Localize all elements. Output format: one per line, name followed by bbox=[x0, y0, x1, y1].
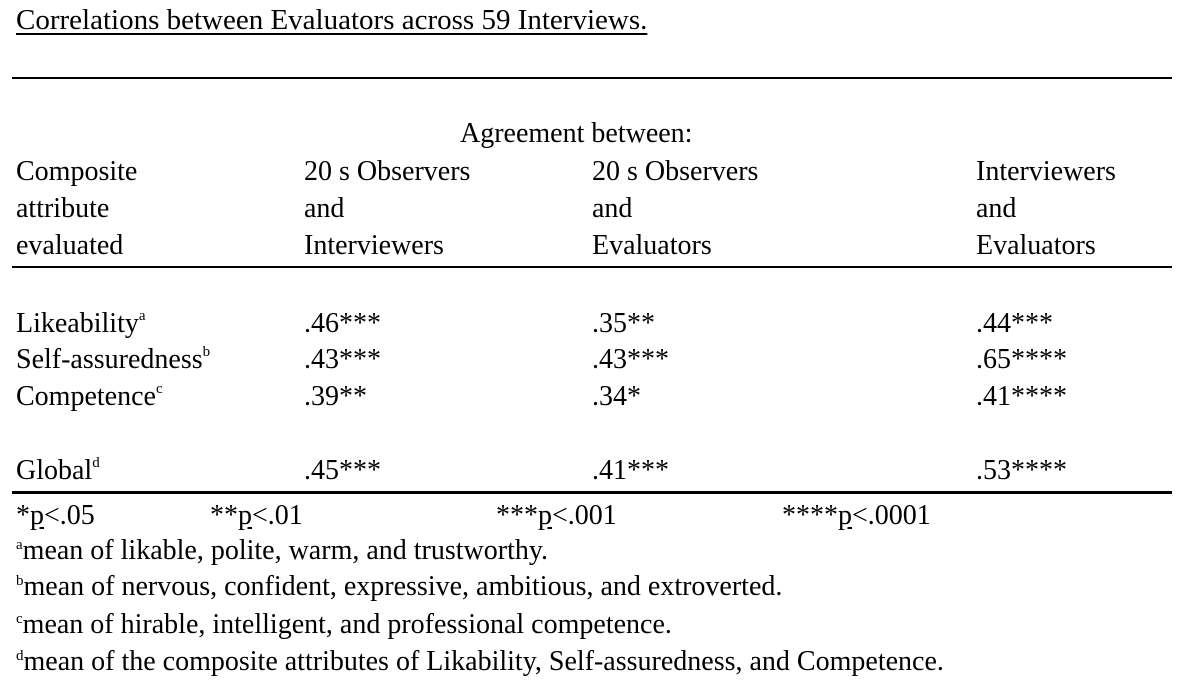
table-cell: .41*** bbox=[592, 455, 669, 486]
col2-header-line3: Evaluators bbox=[592, 230, 712, 261]
footnote: $^a$mean of likable, polite, warm, and trustworthy. bbox=[16, 535, 549, 566]
col1-header-line2: and bbox=[304, 193, 345, 224]
table-row-label: Self-assuredness$^b$ bbox=[16, 344, 211, 375]
footnote: $^d$mean of the composite attributes of Likability, Self-assuredness, and Competence. bbox=[16, 646, 944, 677]
table-cell: .43*** bbox=[304, 344, 381, 375]
col2-header-line1: 20 s Observers bbox=[592, 156, 759, 187]
col3-header-line1: Interviewers bbox=[976, 156, 1116, 187]
row-label-header-line1: Composite bbox=[16, 156, 138, 187]
significance-note: **p<.01 bbox=[210, 500, 303, 531]
col3-header-line3: Evaluators bbox=[976, 230, 1096, 261]
table-cell: .53**** bbox=[976, 455, 1067, 486]
bottom-rule bbox=[12, 491, 1172, 494]
table-cell: .34* bbox=[592, 381, 641, 412]
table-row-label: Competence$^c$ bbox=[16, 381, 163, 412]
table-row-label: Global$^d$ bbox=[16, 455, 100, 486]
row-label-header-line2: attribute bbox=[16, 193, 110, 224]
significance-note: ***p<.001 bbox=[496, 500, 617, 531]
col1-header-line1: 20 s Observers bbox=[304, 156, 471, 187]
table-cell: .44*** bbox=[976, 308, 1053, 339]
footnote: $^c$mean of hirable, intelligent, and professional competence. bbox=[16, 609, 672, 640]
table-title: Correlations between Evaluators across 59 Interviews. bbox=[16, 4, 648, 36]
footnote: $^b$mean of nervous, confident, expressive, ambitious, and extroverted. bbox=[16, 571, 783, 602]
table-row-label: Likeability$^a$ bbox=[16, 308, 146, 339]
table-cell: .46*** bbox=[304, 308, 381, 339]
table-cell: .41**** bbox=[976, 381, 1067, 412]
top-rule bbox=[12, 77, 1172, 79]
table-cell: .39** bbox=[304, 381, 367, 412]
table-cell: .45*** bbox=[304, 455, 381, 486]
table-cell: .35** bbox=[592, 308, 655, 339]
table-cell: .43*** bbox=[592, 344, 669, 375]
group-header: Agreement between: bbox=[460, 118, 693, 149]
col3-header-line2: and bbox=[976, 193, 1017, 224]
row-label-header-line3: evaluated bbox=[16, 230, 124, 261]
significance-note: ****p<.0001 bbox=[782, 500, 931, 531]
col2-header-line2: and bbox=[592, 193, 633, 224]
col1-header-line3: Interviewers bbox=[304, 230, 444, 261]
table-cell: .65**** bbox=[976, 344, 1067, 375]
header-rule bbox=[12, 266, 1172, 268]
significance-note: *p<.05 bbox=[16, 500, 95, 531]
